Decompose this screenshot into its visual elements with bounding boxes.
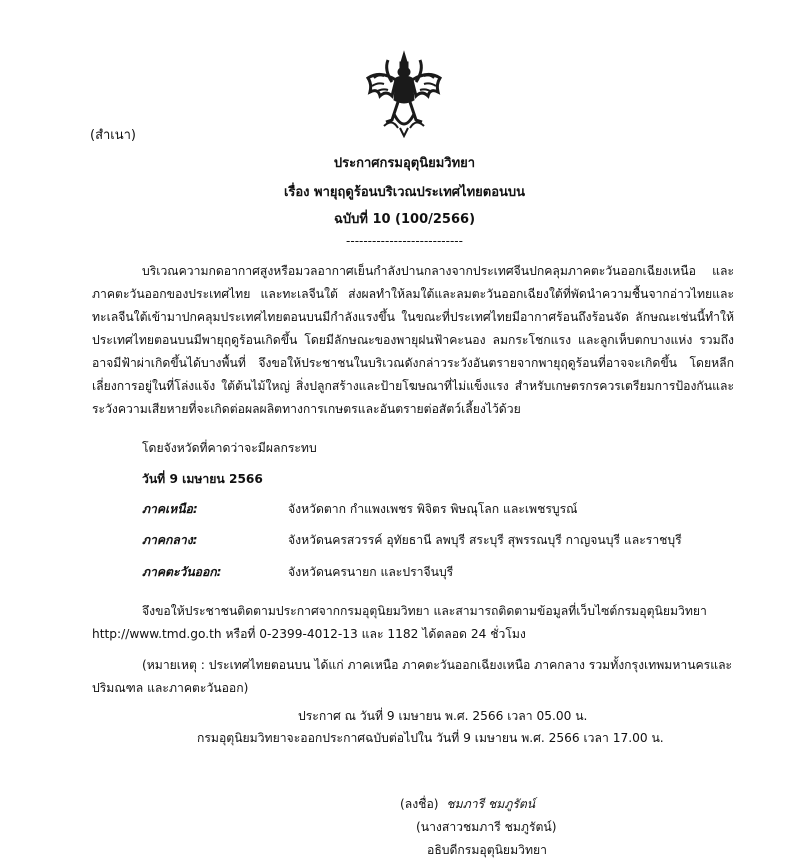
document-title: ประกาศกรมอุตุนิยมวิทยา — [333, 156, 476, 171]
note-line-1: (หมายเหตุ : ประเทศไทยตอนบน ได้แก่ ภาคเหนือ ภาคตะวันออกเฉียงเหนือ ภาคกลาง รวมทั้งกรุงเทพมหานครและ — [142, 658, 733, 672]
announced-line: ประกาศ ณ วันที่ 9 เมษายน พ.ศ. 2566 เวลา 05.00 น. — [298, 709, 588, 723]
main-paragraph — [92, 260, 734, 421]
signatory-position: อธิบดีกรมอุตุนิยมวิทยา — [427, 843, 547, 857]
region-central-label: ภาคกลาง: — [142, 533, 198, 547]
forecast-date: วันที่ 9 เมษายน 2566 — [142, 472, 263, 486]
signatory-full-name: (นางสาวชมภารี ชมภูรัตน์) — [416, 820, 557, 834]
garuda-emblem-icon — [362, 48, 446, 138]
region-central-provinces: จังหวัดนครสวรรค์ อุทัยธานี ลพบุรี สระบุรี สุพรรณบุรี กาญจนบุรี และราชบุรี — [288, 533, 682, 547]
issue-number: ฉบับที่ 10 (100/2566) — [333, 212, 476, 227]
main-paragraph-text: บริเวณความกดอากาศสูงหรือมวลอากาศเย็นกำลังปานกลางจากประเทศจีนปกคลุมภาคตะวันออกเฉียงเหนือ และภาคตะวันออกของประเทศไทย และทะเลจีนใต้ ส่งผลทำให้ลมใต้และลมตะวันออกเฉียงใต้ที่พัดนำความชื้นจากอ่าวไทยและทะเลจีนใต้เข้ามาปกคลุมประเทศไทยตอนบนมีกำลังแรงขึ้น ในขณะที่ประเทศไทยมีอากาศร้อนถึงร้อนจัด ลักษณะเช่นนี้ทำให้ประเทศไทยตอนบนมีพายุฤดูร้อนเกิดขึ้น โดยมีลักษณะของพายุฝนฟ้าคะนอง ลมกระโชกแรง และลูกเห็บตกบางแห่ง รวมถึงอาจมีฟ้าผ่าเกิดขึ้นได้บางพื้นที่ จึงขอให้ประชาชนในบริเวณดังกล่าวระวังอันตรายจากพายุฤดูร้อนที่อาจจะเกิดขึ้น โดยหลีกเลี่ยงการอยู่ในที่โล่งแจ้ง ใต้ต้นไม้ใหญ่ สิ่งปลูกสร้างและป้ายโฆษณาที่ไม่แข็งแรง สำหรับเกษตรกรควรเตรียมการป้องกันและระวังความเสียหายที่จะเกิดต่อผลผลิตทางการเกษตรและอันตรายต่อสัตว์เลี้ยงไว้ด้วย — [92, 264, 734, 416]
region-east-provinces: จังหวัดนครนายก และปราจีนบุรี — [288, 565, 454, 579]
divider: --------------------------- — [346, 234, 463, 248]
document-subject: เรื่อง พายุฤดูร้อนบริเวณประเทศไทยตอนบน — [283, 185, 526, 200]
signed-label: (ลงชื่อ) — [400, 797, 439, 811]
region-north-provinces: จังหวัดตาก กำแพงเพชร พิจิตร พิษณุโลก และเพชรบูรณ์ — [288, 502, 578, 516]
signature-name: ชมภารี ชมภูรัตน์ — [446, 797, 536, 811]
signature-line — [400, 795, 535, 814]
region-east-label: ภาคตะวันออก: — [142, 565, 222, 579]
region-north-label: ภาคเหนือ: — [142, 502, 198, 516]
affected-intro: โดยจังหวัดที่คาดว่าจะมีผลกระทบ — [142, 441, 317, 455]
follow-line-2: http://www.tmd.go.th หรือที่ 0-2399-4012-13 และ 1182 ได้ตลอด 24 ชั่วโมง — [92, 627, 526, 641]
note-line-2: ปริมณฑล และภาคตะวันออก) — [92, 681, 249, 695]
copy-label: (สำเนา) — [90, 128, 137, 143]
next-issue-line: กรมอุตุนิยมวิทยาจะออกประกาศฉบับต่อไปใน วันที่ 9 เมษายน พ.ศ. 2566 เวลา 17.00 น. — [197, 731, 664, 745]
follow-line-1: จึงขอให้ประชาชนติดตามประกาศจากกรมอุตุนิยมวิทยา และสามารถติดตามข้อมูลที่เว็บไซต์กรมอุตุนิยมวิทยา — [142, 604, 707, 618]
